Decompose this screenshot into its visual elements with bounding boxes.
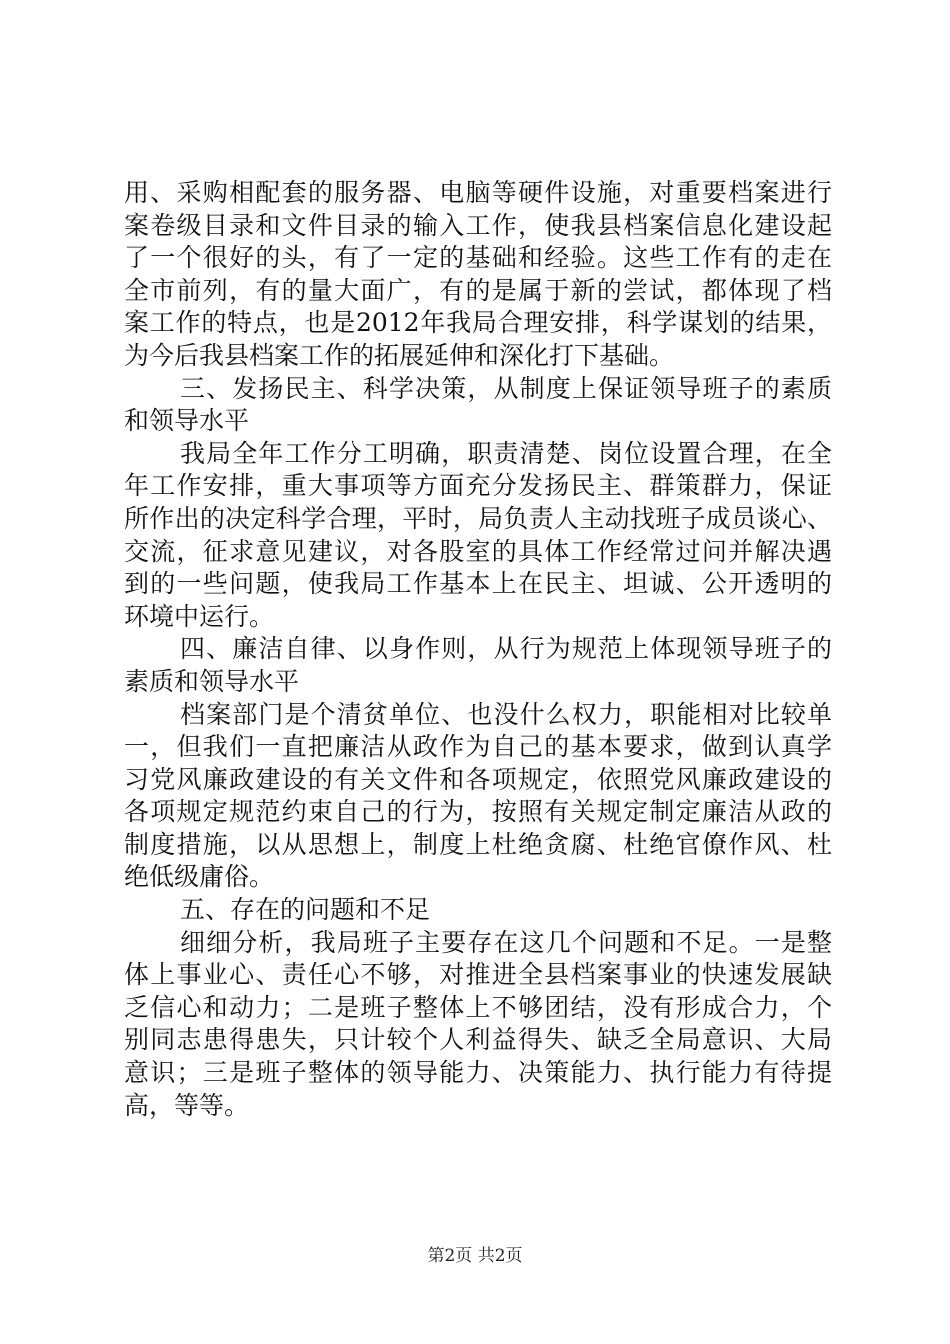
section-heading: 四、廉洁自律、以身作则，从行为规范上体现领导班子的: [180, 634, 832, 664]
text-line: 案工作的特点，也是2012年我局合理安排，科学谋划的结果，: [124, 308, 832, 338]
page-number-footer: 第2页 共2页: [427, 1246, 523, 1266]
text-line: 全市前列，有的量大面广，有的是属于新的尝试，都体现了档: [124, 275, 832, 305]
text-line: 了一个很好的头，有了一定的基础和经验。这些工作有的走在: [124, 243, 832, 273]
section-heading: 三、发扬民主、科学决策，从制度上保证领导班子的素质: [180, 373, 832, 403]
text-line: 一，但我们一直把廉洁从政作为自己的基本要求，做到认真学: [124, 732, 832, 762]
text-line: 档案部门是个清贫单位、也没什么权力，职能相对比较单: [180, 699, 832, 729]
text-line: 年工作安排，重大事项等方面充分发扬民主、群策群力，保证: [124, 471, 832, 501]
text-line: 意识；三是班子整体的领导能力、决策能力、执行能力有待提: [124, 1058, 832, 1088]
text-line: 细细分析，我局班子主要存在这几个问题和不足。一是整: [180, 927, 832, 957]
section-heading-continued: 素质和领导水平: [124, 666, 300, 696]
text-line: 案卷级目录和文件目录的输入工作，使我县档案信息化建设起: [124, 210, 832, 240]
text-line: 所作出的决定科学合理，平时，局负责人主动找班子成员谈心、: [124, 503, 832, 533]
text-line: 用、采购相配套的服务器、电脑等硬件设施，对重要档案进行: [124, 178, 832, 207]
text-line: 各项规定规范约束自己的行为，按照有关规定制定廉洁从政的: [124, 797, 832, 827]
text-line: 到的一些问题，使我局工作基本上在民主、坦诚、公开透明的: [124, 569, 832, 599]
text-line: 我局全年工作分工明确，职责清楚、岗位设置合理，在全: [180, 438, 832, 468]
text-line: 乏信心和动力；二是班子整体上不够团结，没有形成合力，个: [124, 992, 832, 1022]
text-line: 为今后我县档案工作的拓展延伸和深化打下基础。: [124, 340, 675, 370]
text-line: 高，等等。: [124, 1090, 250, 1120]
text-line: 制度措施，以从思想上，制度上杜绝贪腐、杜绝官僚作风、杜: [124, 829, 832, 859]
text-line: 交流，征求意见建议，对各股室的具体工作经常过问并解决遇: [124, 536, 832, 566]
section-heading-continued: 和领导水平: [124, 406, 250, 436]
section-heading: 五、存在的问题和不足: [180, 895, 431, 925]
document-body: [124, 177, 832, 1122]
text-line: 绝低级庸俗。: [124, 862, 275, 892]
text-line: 环境中运行。: [124, 601, 275, 631]
text-line: 体上事业心、责任心不够，对推进全县档案事业的快速发展缺: [124, 960, 832, 990]
text-line: 别同志患得患失，只计较个人利益得失、缺乏全局意识、大局: [124, 1025, 832, 1055]
text-line: 习党风廉政建设的有关文件和各项规定，依照党风廉政建设的: [124, 764, 832, 794]
